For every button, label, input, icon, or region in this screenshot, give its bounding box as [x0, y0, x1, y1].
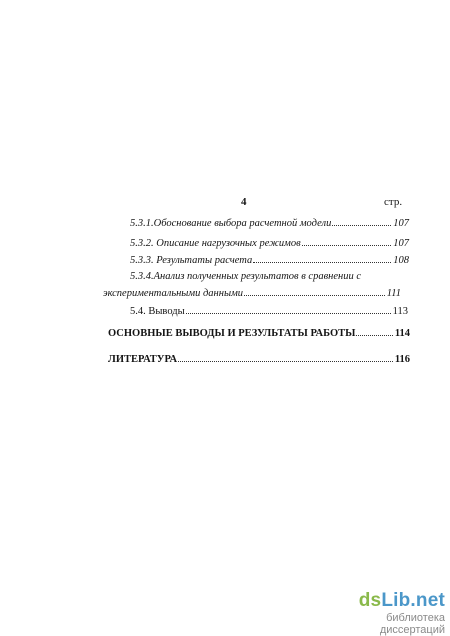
toc-entry-5-3-1[interactable] [130, 216, 409, 230]
dot-leader [178, 352, 393, 362]
toc-entry-page: 116 [394, 354, 410, 365]
toc-entry-5-3-4-line1: 5.3.4.Анализ полученных результатов в сравнении с [130, 271, 362, 282]
toc-entry-title: 5.3.2. Описание нагрузочных режимов [130, 238, 301, 249]
dot-leader [302, 236, 392, 246]
toc-entry-title: 5.4. Выводы [130, 306, 185, 317]
dot-leader [186, 304, 391, 314]
dot-leader [253, 253, 391, 263]
toc-entry-5-3-3[interactable] [130, 253, 409, 267]
dslib-logo [330, 590, 445, 612]
page-column-label: стр. [384, 196, 403, 208]
toc-entry-title: ОСНОВНЫЕ ВЫВОДЫ И РЕЗУЛЬТАТЫ РАБОТЫ [108, 328, 356, 339]
toc-entry-page: 107 [393, 218, 409, 229]
toc-entry-5-4[interactable] [130, 304, 408, 318]
toc-entry-title: ЛИТЕРАТУРА [108, 354, 178, 365]
dot-leader [356, 326, 392, 336]
dot-leader [332, 216, 391, 226]
toc-entry-literature[interactable] [108, 352, 410, 366]
toc-entry-page: 108 [393, 255, 409, 266]
toc-entry-5-3-4[interactable] [103, 286, 401, 300]
toc-entry-title: 5.3.1.Обоснование выбора расчетной модели [130, 218, 332, 229]
dslib-watermark [330, 590, 445, 636]
page-number: 4 [241, 196, 247, 208]
toc-entry-page: 107 [393, 238, 409, 249]
toc-entry-5-3-2[interactable] [130, 236, 409, 250]
watermark-subtitle: библиотека диссертаций [379, 612, 445, 636]
logo-lib: Lib.net [381, 590, 445, 611]
logo-ds: ds [358, 590, 382, 611]
dot-leader [244, 286, 385, 296]
toc-entry-page: 111 [386, 288, 401, 299]
toc-entry-page: 113 [392, 306, 408, 317]
toc-entry-title: 5.3.3. Результаты расчета [130, 255, 253, 266]
toc-entry-page: 114 [394, 328, 410, 339]
toc-entry-title: экспериментальными данными [103, 288, 244, 299]
toc-entry-main-conclusions[interactable] [108, 326, 410, 340]
